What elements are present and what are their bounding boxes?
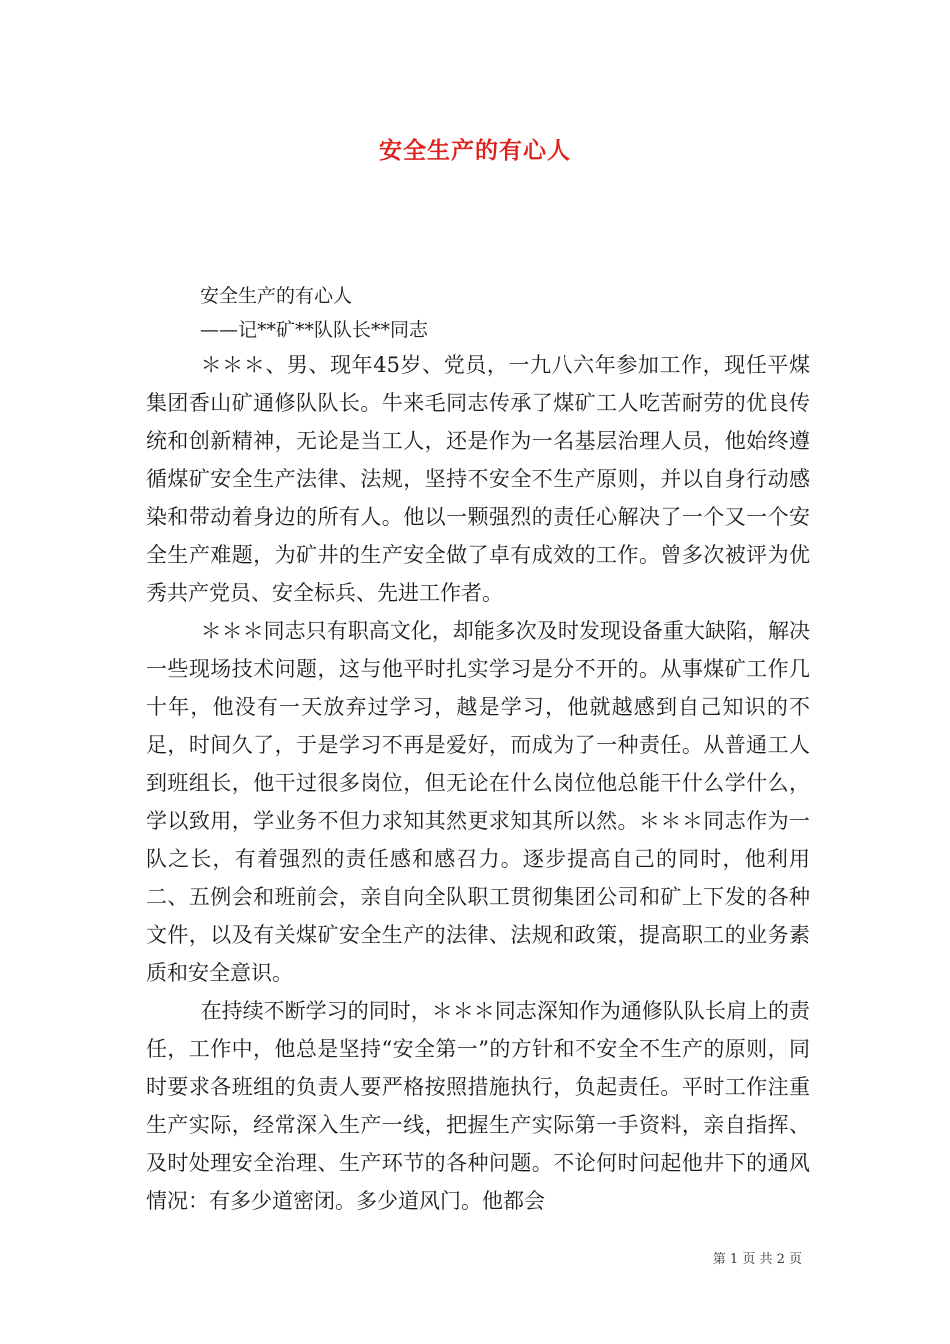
paragraph: ＊＊＊、男、现年45岁、党员，一九八六年参加工作，现任平煤集团香山矿通修队队长。牛来毛同志传承了煤矿工人吃苦耐劳的优良传统和创新精神，无论是当工人，还是作为一名基层治理人员，他始终遵循煤矿安全生产法律、法规，坚持不安全不生产原则，并以自身行动感染和带动着身边的所有人。他以一颗强烈的责任心解决了一个又一个安全生产难题，为矿井的生产安全做了卓有成效的工作。曾多次被评为优秀共产党员、安全标兵、先进工作者。: [146, 353, 810, 605]
paragraph: 在持续不断学习的同时，＊＊＊同志深知作为通修队队长肩上的责任，工作中，他总是坚持“安全第一”的方针和不安全不生产的原则，同时要求各班组的负责人要严格按照措施执行，负起责任。平时工作注重生产实际，经常深入生产一线，把握生产实际第一手资料，亲自指挥、及时处理安全治理、生产环节的各种问题。不论何时问起他井下的通风情况：有多少道密闭。多少道风门。他都会: [146, 999, 810, 1213]
paragraph: ＊＊＊同志只有职高文化，却能多次及时发现设备重大缺陷，解决一些现场技术问题，这与他平时扎实学习是分不开的。从事煤矿工作几十年，他没有一天放弃过学习，越是学习，他就越感到自己知识的不足，时间久了，于是学习不再是爱好，而成为了一种责任。从普通工人到班组长，他干过很多岗位，但无论在什么岗位他总能干什么学什么，学以致用，学业务不但力求知其然更求知其所以然。＊＊＊同志作为一队之长，有着强烈的责任感和感召力。逐步提高自己的同时，他利用二、五例会和班前会，亲自向全队职工贯彻集团公司和矿上下发的各种文件，以及有关煤矿安全生产的法律、法规和政策，提高职工的业务素质和安全意识。: [146, 619, 810, 985]
article-subheading: ——记**矿**队队长**同志: [200, 319, 429, 341]
article-heading: 安全生产的有心人: [200, 285, 353, 307]
page-number: 第 1 页 共 2 页: [712, 1252, 802, 1267]
article-body: [146, 346, 810, 1220]
document-title: 安全生产的有心人: [379, 137, 571, 164]
